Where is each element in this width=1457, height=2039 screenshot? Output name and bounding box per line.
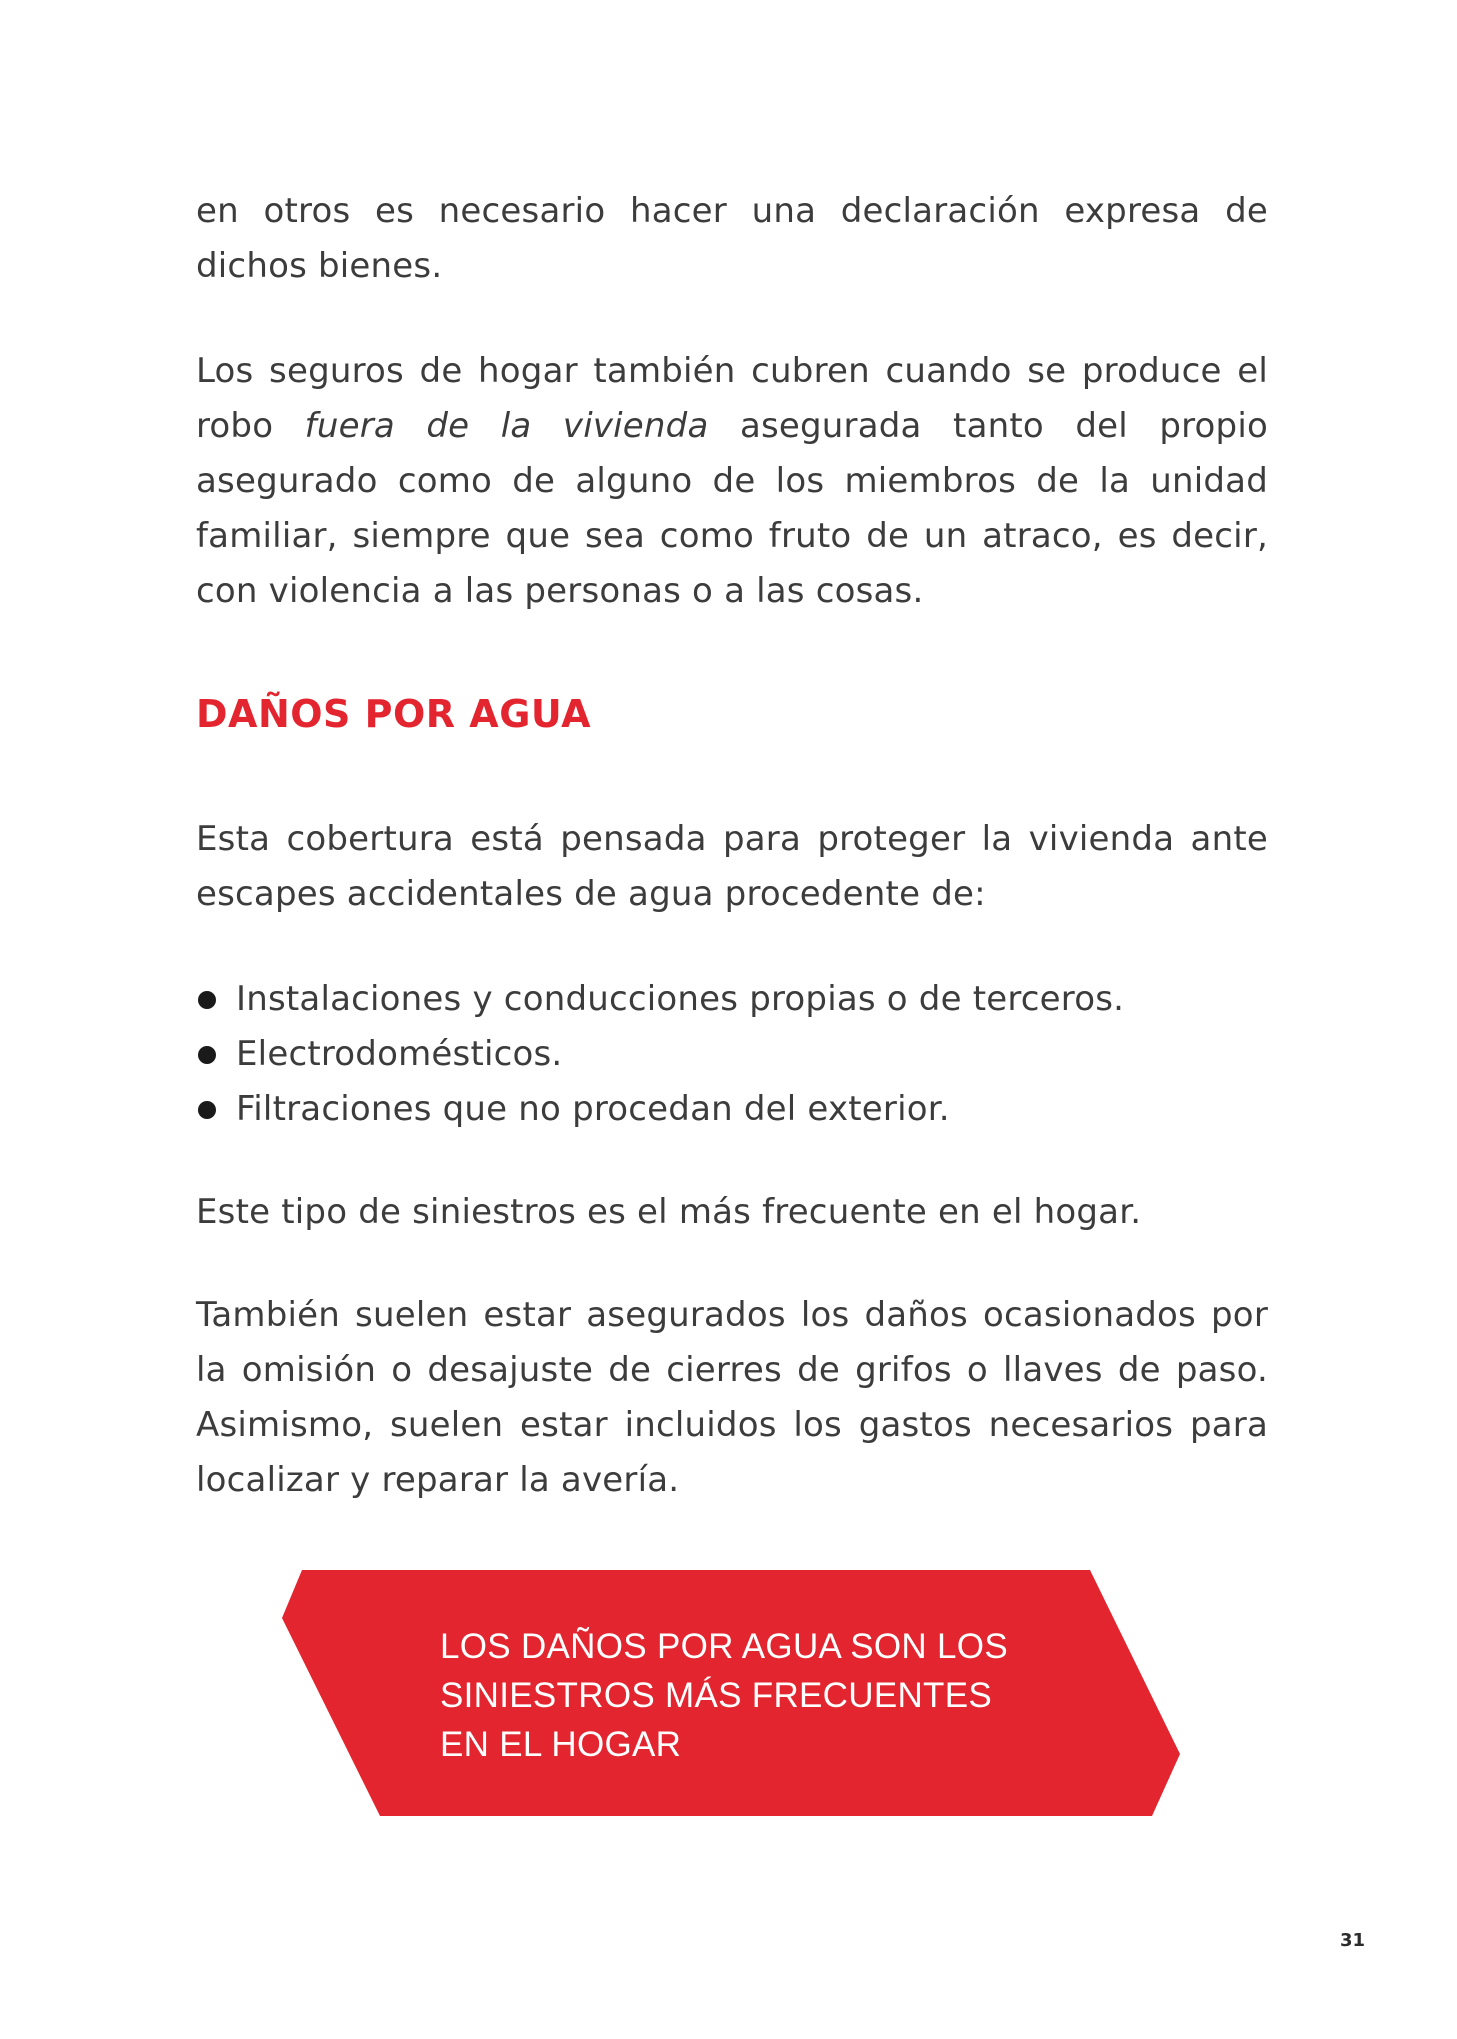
page-content <box>196 184 1268 1508</box>
list-item <box>196 972 1268 1027</box>
bullet-icon <box>198 1046 216 1064</box>
list-item-text: Instalaciones y conducciones propias o de terceros. <box>236 979 1125 1019</box>
callout-line: LOS DAÑOS POR AGUA SON LOS <box>440 1627 1008 1666</box>
section-heading-water-damage: DAÑOS POR AGUA <box>196 692 591 736</box>
paragraph-frequency: Este tipo de siniestros es el más frecuente en el hogar. <box>196 1192 1142 1232</box>
bullet-icon <box>198 991 216 1009</box>
paragraph-theft-outside <box>196 344 1268 619</box>
list-item <box>196 1082 1268 1137</box>
callout-text <box>440 1622 1080 1769</box>
list-item-text: Filtraciones que no procedan del exterior. <box>236 1089 950 1129</box>
callout-line: SINIESTROS MÁS FRECUENTES <box>440 1676 993 1715</box>
list-item <box>196 1027 1268 1082</box>
bullet-list <box>196 972 1268 1137</box>
paragraph-intro: en otros es necesario hacer una declaración expresa de dichos bienes. <box>196 191 1268 286</box>
paragraph-coverage: Esta cobertura está pensada para proteger la vivienda ante escapes accidentales de agua procedente de: <box>196 819 1268 914</box>
page-number: 31 <box>1340 1930 1366 1951</box>
paragraph-theft-text-end: asegurada tanto del propio asegurado como de alguno de los miembros de la unidad familiar, siempre que sea como fruto de un atraco, es decir, con violencia a las personas o a las cosas. <box>196 406 1268 611</box>
paragraph-theft-text-start: Los seguros de hogar también cubren cuando se produce el robo <box>196 351 1268 446</box>
callout-line: EN EL HOGAR <box>440 1725 682 1764</box>
bullet-icon <box>198 1101 216 1119</box>
paragraph-additional-coverage: También suelen estar asegurados los daños ocasionados por la omisión o desajuste de cierres de grifos o llaves de paso. Asimismo, suelen estar incluidos los gastos necesarios para localizar y reparar la avería. <box>196 1295 1268 1500</box>
paragraph-theft-italic: fuera de la vivienda <box>304 406 709 446</box>
list-item-text: Electrodomésticos. <box>236 1034 563 1074</box>
callout-banner <box>282 1570 1180 1816</box>
